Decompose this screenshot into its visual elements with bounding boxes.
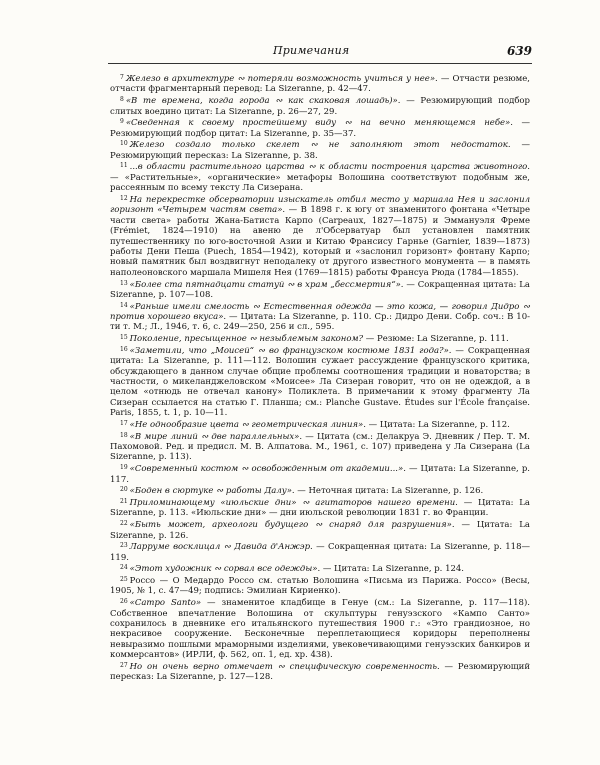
footnote-11 [110, 161, 530, 193]
footnote-text: — «Растительные», «органические» метафоры Волошина соответствуют подобным же, рассеянным по всему тексту Ла Сизерана. [110, 172, 530, 194]
footnote-quote: ...в области растительного царства ∾ к области построения царства животного. [129, 162, 530, 173]
footnote-text: — Резюмирующий подбор цитат: La Sizeranne, p. 35—37. [110, 118, 531, 139]
footnote-text: — Отчасти резюме, отчасти фрагментарный перевод: La Sizeranne, p. 42—47. [110, 74, 530, 95]
footnote-text: — Неточная цитата: La Sizeranne, p. 126. [294, 486, 484, 497]
footnote-quote: «Более ста пятнадцати статуй ∾ в храм „бессмертия“». [129, 279, 404, 290]
footnote-24 [110, 563, 530, 574]
footnote-quote: «В те времена, когда города ∾ как скаковая лошадь)». [125, 96, 401, 107]
footnote-quote: «Сведенная к своему простейшему виду ∾ на вечно меняющемся небе». [125, 118, 513, 129]
footnote-quote: «Заметили, что „Моисей“ ∾ во французском костюме 1831 года?». [129, 345, 452, 356]
footnote-quote: «Не однообразие цвета ∾ геометрическая линия». [129, 419, 366, 430]
footnote-number: 19 [120, 464, 128, 472]
footnote-number: 9 [120, 118, 124, 126]
footnote-number: 24 [120, 564, 128, 572]
page-title: Примечания [273, 44, 350, 57]
footnote-text: — Резюмирующий пересказ: La Sizeranne, p. 38. [110, 140, 531, 161]
footnote-number: 14 [120, 301, 128, 309]
footnote-22 [110, 519, 530, 541]
footnote-14 [110, 301, 530, 333]
footnote-quote: Железо создало только скелет ∾ не заполняют этот недостаток. [129, 140, 511, 151]
footnote-text: — Сокращенная цитата: La Sizeranne, p. 107—108. [110, 279, 530, 300]
footnote-number: 23 [120, 542, 128, 550]
footnote-number: 22 [120, 520, 128, 528]
footnote-number: 27 [120, 661, 128, 669]
footnote-23 [110, 541, 530, 563]
footnote-text: — Цитата: La Sizeranne, p. 126. [110, 520, 530, 541]
footnote-text: — знаменитое кладбище в Генуе (см.: La Sizeranne, p. 117—118). Собственное впечатление Волошина от скульптуры генуэзского «Кампо Санто» сохранилось в дневнике его итальянского путешествия 1900 г.: «Это грандиозное, но некрасивое сооружение. Бесконечные переплетающиеся коридоры переполнены невыразимо пошлыми мраморными изделиями, увековечивающими генуэзских банкиров и коммерсантов» (ИРЛИ, ф. 562, оп. 1, ед. хр. 438). [110, 598, 530, 661]
footnote-25 [110, 575, 530, 597]
page-number: 639 [506, 44, 532, 58]
footnote-number: 16 [120, 345, 128, 353]
footnote-number: 26 [120, 598, 128, 606]
footnote-quote: «Быть может, археологи будущего ∾ снаряд для разрушения». [129, 520, 455, 531]
footnote-13 [110, 279, 530, 301]
footnote-number: 17 [120, 419, 128, 427]
footnote-text: — Цитата (см.: Делакруа Э. Дневник / Пер. Т. М. Пахомовой. Ред. и предисл. М. В. Алпатова. М., 1961, с. 107) приведена у Ла Сизерана (La Sizeranne, p. 113). [110, 431, 530, 463]
footnote-quote: «Раньше имели смелость ∾ Естественная одежда — это кожа, — говорил Дидро ∾ против хорошего вкуса». [110, 301, 530, 323]
footnote-quote: «Современный костюм ∾ освобожденным от академии...». [129, 464, 406, 475]
footnote-quote: «В мире линий ∾ две параллельных». [129, 431, 303, 442]
footnotes-list [110, 73, 530, 683]
footnote-7 [110, 73, 530, 95]
footnote-number: 20 [120, 486, 128, 494]
footnote-text: Россо — О Медардо Россо см. статью Волошина «Письма из Парижа. Россо» (Весы, 1905, № 1, с. 47—49; подпись: Эмилиан Кириенко). [110, 576, 530, 597]
footnote-quote: Ларруме восклицал ∾ Давида д'Анжэр. [129, 542, 313, 553]
footnote-18 [110, 431, 530, 463]
footnote-text: — В 1898 г. к югу от знаменитого фонтана «Четыре части света» работы Жана-Батиста Карпо (Carpeaux, 1827—1875) и Эммануэля Фреме (Frémiet, 1824—1910) на авеню де л'Обсерватуар был установлен памятник путешественнику по юго-восточной Азии и Китаю Франсису Гарнье (Garnier, 1839—1873) работы Дени Пеша (Puech, 1854—1942), который и «заслонил горизонт» фонтану Карпо; новый памятник был воздвигнут неподалеку от другого известного монумента — в память наполеоновского маршала Мишеля Нея (1769—1815) работы Франсуа Рюда (1784—1855). [110, 205, 530, 278]
footnote-text: — Сокращенная цитата: La Sizeranne, p. 111—112. Волошин сужает рассуждение французского критика, обсуждающего в данном случае общие проблемы соотношения традиции и новаторства; в частности, о микеланджеловском «Моисее» Ла Сизеран говорит, что он не одеждой, а в целом «отнюдь не отвечал канону» Поликлета. В примечании к этому фрагменту Ла Сизеран ссылается на статью Г. Планша; см.: Planche Gustave. Études sur l'École française. Paris, 1855, t. 1, p. 10—11. [110, 345, 530, 419]
footnote-17 [110, 419, 530, 430]
footnote-text: — Цитата: La Sizeranne, p. 124. [320, 564, 464, 575]
footnote-text: — Сокращенная цитата: La Sizeranne, p. 118—119. [110, 542, 530, 563]
footnote-number: 7 [120, 74, 124, 81]
footnote-quote: Но он очень верно отмечает ∾ специфическую современность. [129, 661, 440, 672]
footnote-12 [110, 194, 530, 278]
footnote-9 [110, 117, 530, 139]
footnote-number: 8 [120, 96, 124, 104]
footnote-number: 11 [120, 162, 128, 170]
page-header [108, 44, 532, 62]
footnote-text: — Цитата: La Sizeranne, p. 113. «Июльские дни» — дни июльской революции 1831 г. во Франции. [110, 498, 530, 519]
footnote-number: 21 [120, 498, 128, 505]
footnote-quote: «Боден в сюртуке ∾ работы Далу». [129, 486, 295, 497]
footnote-10 [110, 139, 530, 161]
footnote-quote: Приломинающему «июльские дни» ∾ агитаторов нашего времени. [129, 498, 458, 508]
footnote-26 [110, 597, 530, 660]
footnote-text: — Резюмирующий пересказ: La Sizeranne, p. 127—128. [110, 661, 530, 683]
footnote-number: 13 [120, 279, 128, 287]
footnote-27 [110, 661, 530, 683]
footnote-number: 18 [120, 431, 128, 439]
footnote-8 [110, 95, 530, 117]
footnote-text: — Цитата: La Sizeranne, p. 110. Ср.: Дидро Дени. Собр. соч.: В 10-ти т. М.; Л., 1946, т. 6, с. 249—250, 256 и сл., 595. [110, 312, 530, 333]
footnote-number: 12 [120, 194, 128, 202]
footnote-15 [110, 333, 530, 344]
footnote-21 [110, 497, 530, 519]
footnote-19 [110, 463, 530, 485]
footnote-number: 25 [120, 576, 128, 584]
footnote-quote: «Этот художник ∾ сорвал все одежды». [129, 564, 321, 575]
footnote-text: — Резюме: La Sizeranne, p. 111. [363, 334, 509, 345]
footnote-quote: Поколение, пресыщенное ∾ незыблемым законом? [129, 334, 364, 345]
footnote-20 [110, 485, 530, 496]
footnote-text: — Резюмирующий подбор слитых воедино цитат: La Sizeranne, p. 26—27, 29. [110, 96, 530, 117]
footnote-text: — Цитата: La Sizeranne, p. 117. [110, 464, 530, 485]
footnote-number: 10 [120, 140, 128, 148]
footnote-quote: «Campo Santo» [129, 598, 202, 609]
header-divider [108, 63, 532, 64]
footnote-16 [110, 345, 530, 419]
footnote-text: — Цитата: La Sizeranne, p. 112. [365, 419, 510, 430]
footnote-quote: Железо в архитектуре ∾ потеряли возможность учиться у нее». [125, 74, 438, 84]
footnote-number: 15 [120, 334, 128, 342]
footnote-quote: На перекрестке обсерватории изыскатель отбил место у маршала Нея и заслонил горизонт «Четырем частям света». [110, 194, 530, 216]
